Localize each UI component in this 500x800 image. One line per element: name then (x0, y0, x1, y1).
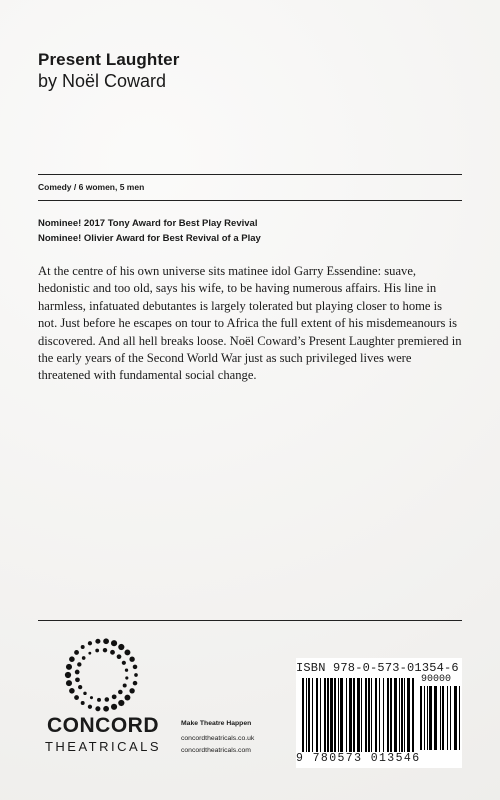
logo-dot (111, 640, 117, 646)
isbn-text: ISBN 978-0-573-01354-6 (296, 661, 459, 675)
logo-dot (124, 649, 130, 655)
award-2: Nominee! Olivier Award for Best Revival of a Play (38, 233, 261, 244)
logo-dot (74, 695, 79, 700)
barcode-bar (353, 678, 355, 752)
logo-dot (133, 665, 138, 670)
logo-dot (82, 656, 86, 660)
barcode-bar (320, 678, 321, 752)
logo-dot (69, 688, 75, 694)
barcode-bar (302, 678, 304, 752)
barcode-bar (316, 678, 318, 752)
barcode-bar (420, 686, 422, 750)
addon-barcode-bars (420, 686, 460, 750)
barcode-bar (379, 678, 380, 752)
barcode-bar (349, 678, 352, 752)
logo-dot (125, 676, 128, 679)
barcode-bar (371, 678, 372, 752)
barcode-bar (375, 678, 377, 752)
logo-dot (66, 680, 72, 686)
barcode-bar (357, 678, 360, 752)
logo-dot (118, 644, 124, 650)
logo-dot (134, 673, 138, 677)
logo-dot (95, 639, 100, 644)
logo-dot (75, 677, 80, 682)
barcode-bar (412, 678, 414, 752)
barcode-bar (361, 678, 362, 752)
barcode-bar (427, 686, 428, 750)
logo-dot (95, 706, 100, 711)
barcode-bar (429, 686, 432, 750)
logo-dot (118, 700, 124, 706)
barcode-bar (459, 686, 460, 750)
barcode-bar (401, 678, 403, 752)
title: Present Laughter (38, 50, 180, 69)
logo-dot (97, 698, 101, 702)
logo-dot (124, 695, 130, 701)
logo-dot (65, 672, 71, 678)
logo-dot (111, 704, 117, 710)
logo-dot (88, 641, 92, 645)
barcode-bar (454, 686, 457, 750)
genre-cast: Comedy / 6 women, 5 men (38, 182, 145, 192)
dotted-ring-logo-icon (62, 635, 142, 715)
logo-dot (118, 690, 123, 695)
barcode-bar (387, 678, 389, 752)
publisher-link-uk[interactable]: concordtheatricals.co.uk (181, 735, 255, 742)
publisher-link-com[interactable]: concordtheatricals.com (181, 747, 251, 754)
barcode-bar (334, 678, 336, 752)
addon-text: 90000 (421, 674, 452, 685)
barcode-bar (440, 686, 441, 750)
barcode-bar (346, 678, 347, 752)
barcode-bar (338, 678, 339, 752)
publisher-sub: THEATRICALS (44, 739, 162, 754)
logo-dot (75, 670, 80, 675)
blurb: At the centre of his own universe sits matinee idol Garry Essendine: suave, hedonistic and too old, says his wife, to be having numerous affairs. His line in harmless, infatuated debutantes is largely tolerated but playing closer to home is not. Just before he escapes on tour to Africa the full extent of his misdemeanours is discovered. And all hell breaks loose. Noël Coward’s Present Laughter premiered in the early years of the Second World War just as such privileged lives were threatened with fundamental social change. (38, 264, 462, 383)
logo-dot (110, 650, 115, 655)
barcode-bar (365, 678, 367, 752)
logo-dot (112, 694, 117, 699)
barcode-bar (308, 678, 310, 752)
barcode-bar (447, 686, 448, 750)
publisher-tagline: Make Theatre Happen (181, 720, 252, 727)
logo-dot (78, 685, 82, 689)
logo-dot (88, 705, 92, 709)
logo-dot (117, 654, 122, 659)
logo-dot (95, 649, 99, 653)
divider-mid (38, 200, 462, 201)
divider-top (38, 174, 462, 175)
barcode-bar (424, 686, 425, 750)
logo-dot (88, 652, 91, 655)
barcode-bar (306, 678, 307, 752)
barcode-bar (368, 678, 370, 752)
logo-dot (129, 688, 134, 693)
barcode-bar (383, 678, 384, 752)
publisher-name: CONCORD (47, 714, 159, 737)
barcode-bar (399, 678, 400, 752)
logo-dot (129, 657, 134, 662)
logo-dot (66, 664, 72, 670)
author: by Noël Coward (38, 71, 167, 91)
barcode-bar (434, 686, 437, 750)
logo-dot (83, 692, 86, 695)
barcode-bar (312, 678, 313, 752)
logo-dot (122, 661, 126, 665)
logo-dot (125, 668, 128, 671)
ean-text: 9 780573 013546 (296, 752, 421, 765)
logo-dot (123, 684, 127, 688)
logo-dot (103, 638, 109, 644)
logo-dot (77, 662, 81, 666)
logo-dot (105, 697, 110, 702)
logo-dot (103, 706, 109, 712)
divider-bottom (38, 620, 462, 621)
barcode-bar (450, 686, 451, 750)
barcode-bars (302, 678, 414, 752)
barcode-bar (407, 678, 410, 752)
barcode-bar (340, 678, 343, 752)
logo-dot (74, 650, 79, 655)
barcode-bar (330, 678, 333, 752)
barcode-bar (404, 678, 405, 752)
logo-dot (69, 656, 75, 662)
barcode-bar (327, 678, 329, 752)
logo-dot (81, 701, 85, 705)
barcode-bar (324, 678, 326, 752)
logo-dot (103, 648, 107, 652)
barcode-bar (442, 686, 444, 750)
logo-dot (90, 696, 93, 699)
award-1: Nominee! 2017 Tony Award for Best Play Revival (38, 218, 258, 229)
logo-dot (81, 645, 85, 649)
logo-dot (133, 681, 138, 686)
barcode-bar (390, 678, 392, 752)
barcode-bar (394, 678, 397, 752)
